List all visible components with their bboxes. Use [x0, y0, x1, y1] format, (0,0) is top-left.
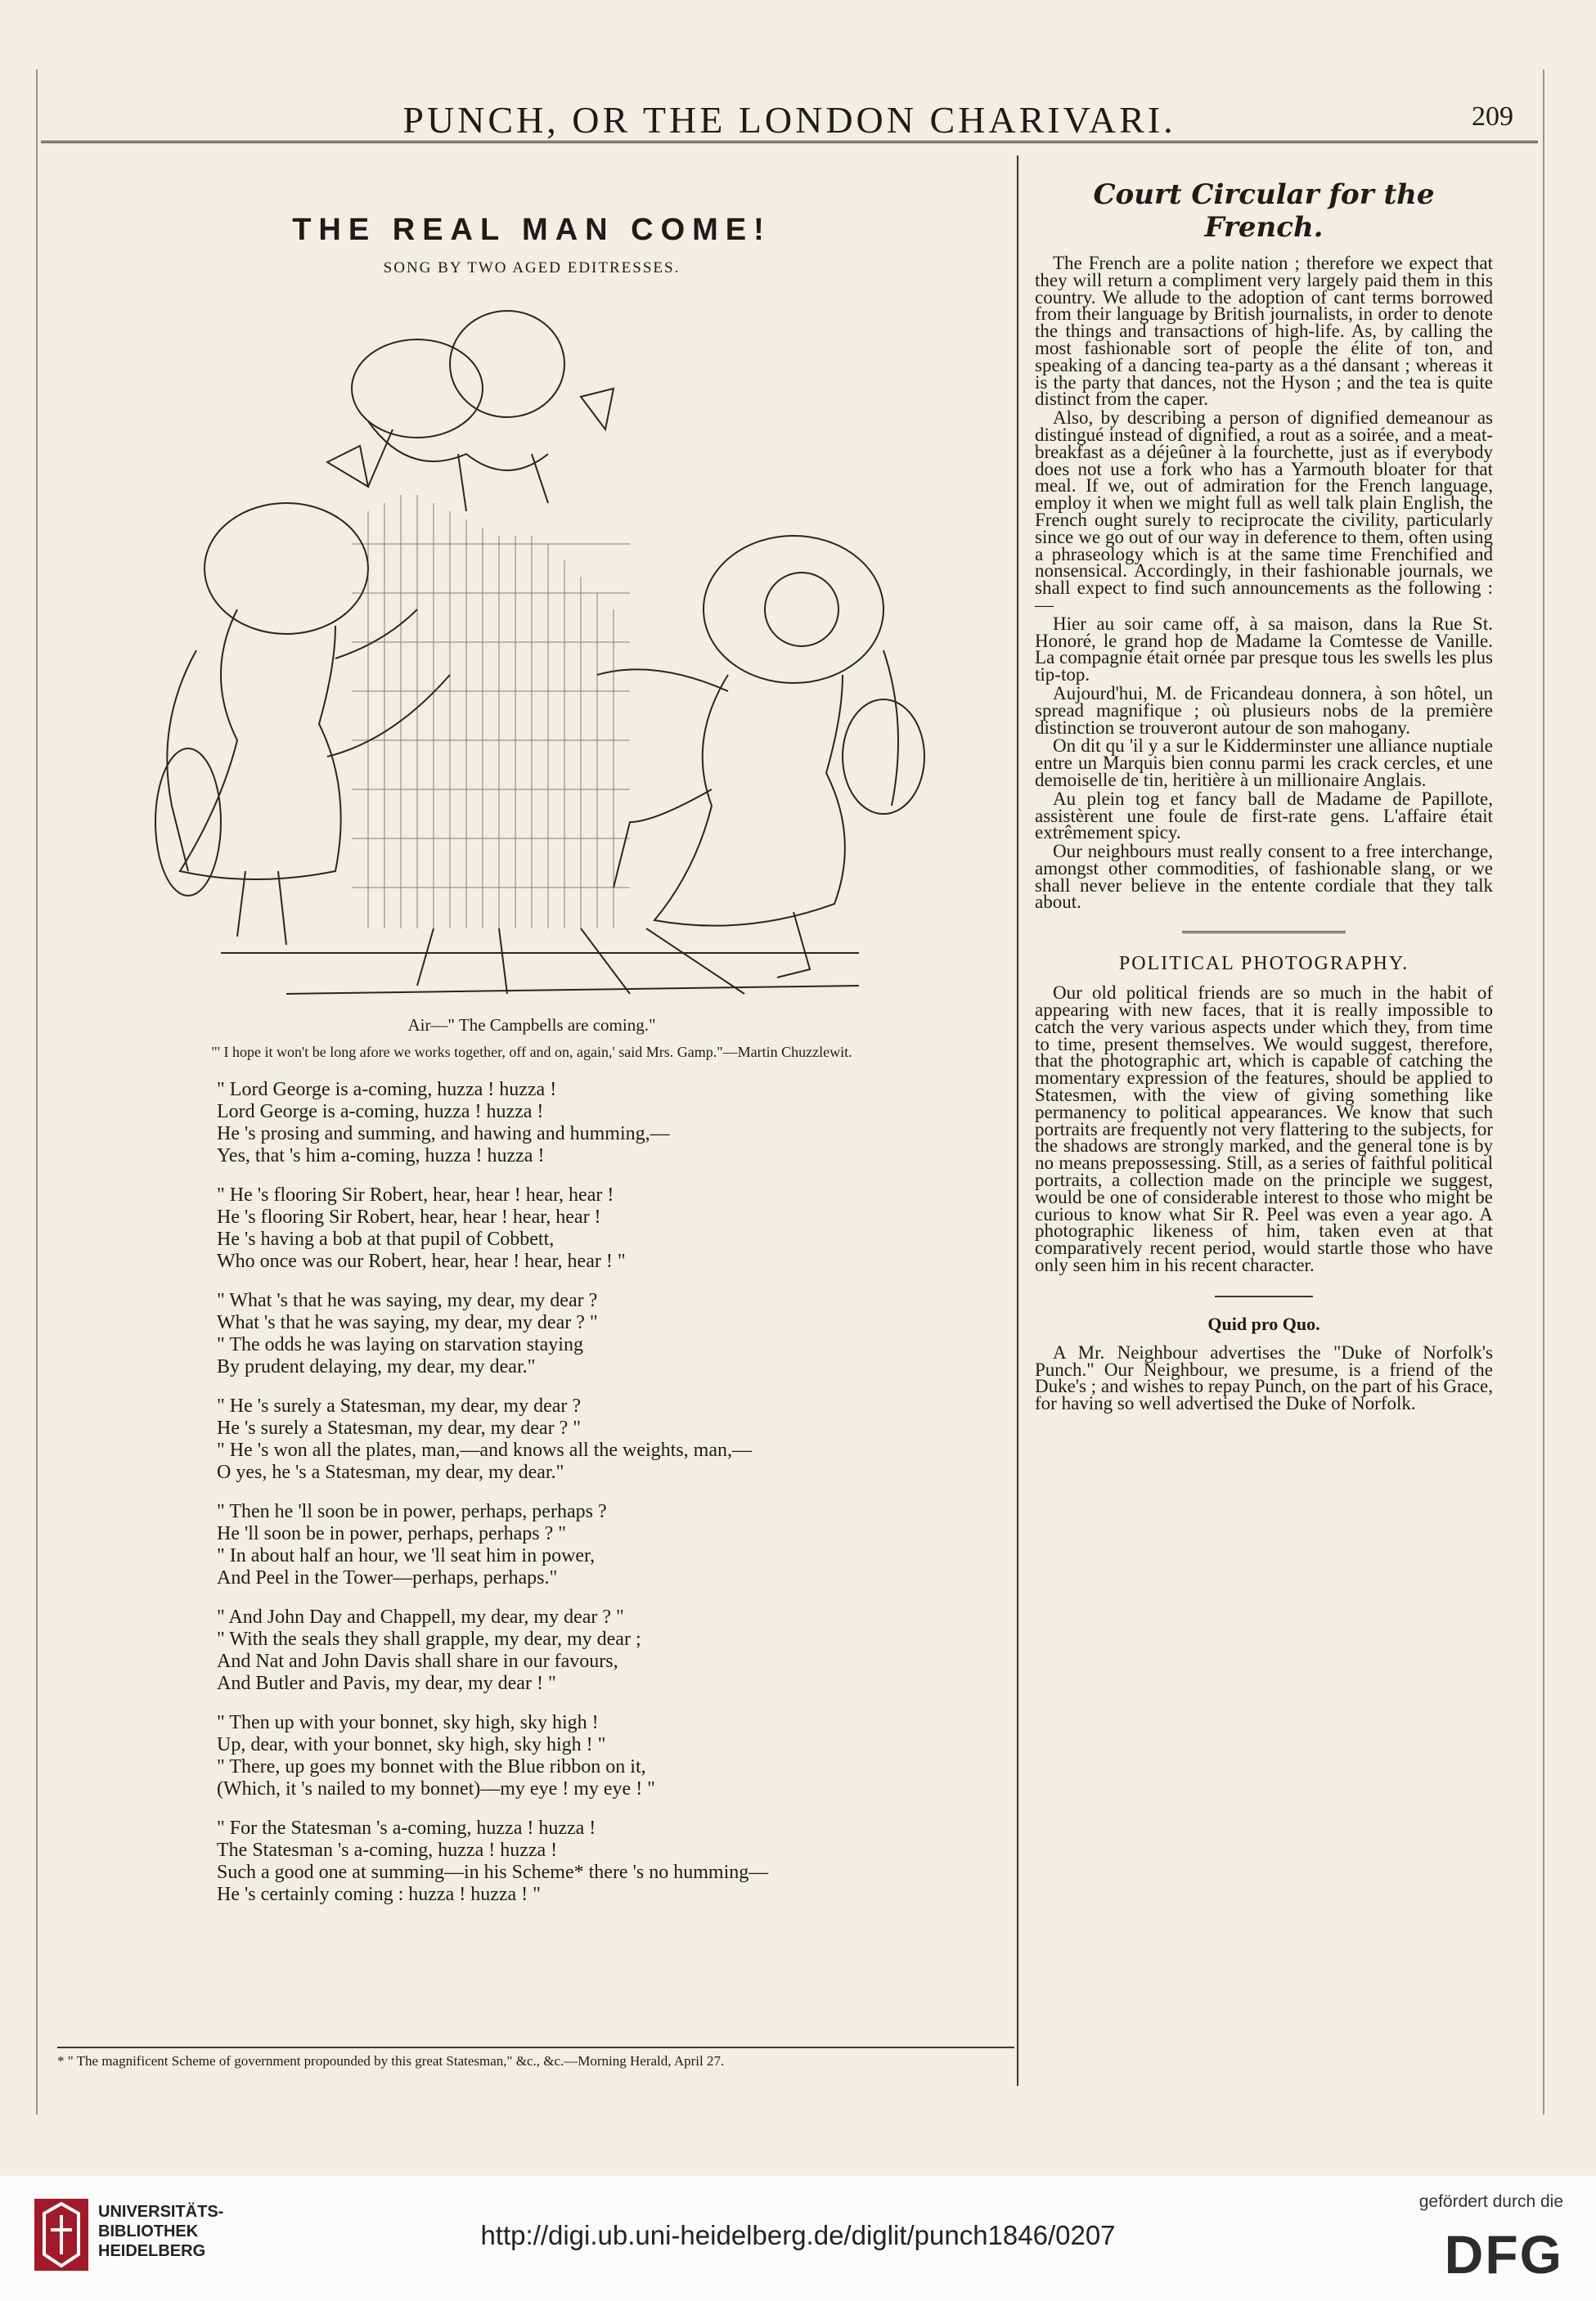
poem-line: Who once was our Robert, hear, hear ! hear, hear ! ": [217, 1251, 626, 1272]
paragraph: Au plein tog et fancy ball de Madame de Papillote, assistèrent une foule de first-rate gens. L'affaire était extrêmement spicy.: [1035, 788, 1493, 843]
dfg-logo: DFG: [1444, 2224, 1563, 2285]
left-column: [57, 164, 1006, 1923]
page-number: 209: [1472, 101, 1513, 132]
permalink-url[interactable]: http://digi.ub.uni-heidelberg.de/diglit/punch1846/0207: [480, 2220, 1116, 2250]
flying-bonnets: [327, 311, 614, 511]
stanza: [217, 1607, 1006, 1695]
paragraph: Hier au soir came off, à sa maison, dans la Rue St. Honoré, le grand hop de Madame la Comtesse de Vanille. La compagnie était ornée par presque tous les swells les plus tip-top.: [1035, 613, 1493, 685]
article-title: THE REAL MAN COME!: [292, 213, 771, 247]
institution-line: UNIVERSITÄTS-: [98, 2203, 224, 2221]
paragraph: Our neighbours must really consent to a free interchange, amongst other commodities, of fashionable slang, or we shall never believe in the entente cordiale that they talk about.: [1035, 841, 1493, 913]
epigraph-quote: "' I hope it won't be long afore we works together, off and on, again,' said Mrs. Gamp."—Martin Chuzzlewit.: [211, 1044, 852, 1060]
poem-line: He 's certainly coming : huzza ! huzza ! ": [217, 1884, 541, 1905]
poem-line: " Then up with your bonnet, sky high, sky high !: [217, 1712, 599, 1733]
section-separator: [1182, 931, 1346, 933]
poem-line: Such a good one at summing—in his Scheme* there 's no humming—: [217, 1862, 769, 1883]
footnote: * " The magnificent Scheme of government propounded by this great Statesman," &c., &c.—Morning Herald, April 27.: [57, 2047, 1014, 2070]
right-column: [1035, 164, 1493, 1413]
political-photography-heading: POLITICAL PHOTOGRAPHY.: [1118, 953, 1409, 975]
paragraph: Our old political friends are so much in the habit of appearing with new faces, that it is really impossible to catch the very various aspects under which they, from time to time, present themselves. We would suggest, therefore, that the photographic art, which is capable of catching the momentary expression of the features, should be applied to Statesmen, with the view of giving something like permanency to political appearances. We know that such portraits are frequently not very flattering to the subjects, for the shadows are strongly marked, and the general tone is by no means prepossessing. Still, as a series of faithful political portraits, a collection made on the principle we suggest, would be one of considerable interest to those who might be curious to know what Sir R. Peel was even a year ago. A photographic likeness of him, taken even at that comparatively recent period, would startle those who have only seen him in his recent character.: [1035, 982, 1493, 1276]
stanza: [217, 1395, 1006, 1484]
poem-line: " The odds he was laying on starvation staying: [217, 1334, 583, 1355]
poem-line: Yes, that 's him a-coming, huzza ! huzza !: [217, 1145, 545, 1166]
digitization-footer: [0, 2176, 1596, 2301]
court-circular-body: [1035, 255, 1493, 911]
article-subtitle: SONG BY TWO AGED EDITRESSES.: [383, 259, 681, 276]
paragraph: Also, by describing a person of dignified demeanour as distingué instead of dignified, a rout as a soirée, and a meat-breakfast as a déjeûner à la fourchette, just as if everybody does not use a fork who has a Yarmouth bloater for that meal. If we, out of admiration for the French language, employ it when we might full as well talk plain English, the French ought surely to reciprocate the civility, particularly since we go out of our way in deference to them, often using a phraseology which is at the same time Frenchified and nonsensical. Accordingly, in their fashionable journals, we shall expect to find such announcements as the following :—: [1035, 407, 1493, 615]
stanza: [217, 1818, 1006, 1906]
stanza: [217, 1290, 1006, 1378]
poem-line: He 's prosing and summing, and hawing and humming,—: [217, 1123, 670, 1144]
poem-line: (Which, it 's nailed to my bonnet)—my eye ! my eye ! ": [217, 1778, 655, 1800]
poem-line: Up, dear, with your bonnet, sky high, sky high ! ": [217, 1734, 606, 1755]
poem-line: The Statesman 's a-coming, huzza ! huzza !: [217, 1840, 558, 1861]
poem-line: " Lord George is a-coming, huzza ! huzza !: [217, 1079, 557, 1100]
right-dancing-figure: [597, 536, 924, 977]
paragraph: The French are a polite nation ; therefore we expect that they will return a compliment very largely paid them in this country. We allude to the adoption of cant terms borrowed from their language by British journalists, in order to denote the things and transactions of high-life. As, by calling the most fashionable sort of people the élite of ton, and speaking of a dancing tea-party as a thé dansant ; whereas it is the party that dances, not the Hyson ; and the tea is quite distinct from the caper.: [1035, 253, 1493, 410]
poem-line: He 's flooring Sir Robert, hear, hear ! hear, hear !: [217, 1207, 601, 1228]
paragraph: On dit qu 'il y a sur le Kidderminster une alliance nuptiale entre un Marquis bien connu parmi les crack cercles, et une demoiselle de tin, heritière à un millionaire Anglais.: [1035, 735, 1493, 790]
poem-line: And Nat and John Davis shall share in our favours,: [217, 1651, 618, 1672]
poem-line: And Butler and Pavis, my dear, my dear ! ": [217, 1673, 556, 1694]
court-circular-heading: Court Circular for the French.: [1093, 178, 1435, 244]
poem-line: " He 's flooring Sir Robert, hear, hear ! hear, hear !: [217, 1184, 614, 1206]
institution-line: HEIDELBERG: [98, 2242, 206, 2260]
poem-line: " With the seals they shall grapple, my dear, my dear ;: [217, 1629, 641, 1650]
poem-line: He 's having a bob at that pupil of Cobbett,: [217, 1229, 555, 1250]
poem-line: " He 's surely a Statesman, my dear, my dear ?: [217, 1395, 582, 1417]
poem-line: " And John Day and Chappell, my dear, my dear ? ": [217, 1607, 624, 1628]
song-poem: [217, 1079, 1006, 1906]
cartoon-illustration: [123, 299, 941, 1010]
stanza: [217, 1184, 1006, 1273]
quid-pro-quo-heading: Quid pro Quo.: [1207, 1313, 1320, 1334]
paragraph: A Mr. Neighbour advertises the "Duke of Norfolk's Punch." Our Neighbour, we presume, is a friend of the Duke's ; and wishes to repay Punch, on the part of his Grace, for having so well advertised the Duke of Norfolk.: [1035, 1342, 1493, 1414]
poem-line: " In about half an hour, we 'll seat him in power,: [217, 1545, 596, 1566]
poem-line: Lord George is a-coming, huzza ! huzza !: [217, 1101, 544, 1122]
floor-lines: [221, 928, 859, 994]
poem-line: He 'll soon be in power, perhaps, perhaps ? ": [217, 1523, 567, 1544]
poem-line: O yes, he 's a Statesman, my dear, my dear.": [217, 1462, 564, 1483]
poem-line: What 's that he was saying, my dear, my dear ? ": [217, 1312, 598, 1333]
poem-line: " There, up goes my bonnet with the Blue ribbon on it,: [217, 1756, 646, 1777]
stanza: [217, 1712, 1006, 1800]
institution-line: BIBLIOTHEK: [98, 2222, 199, 2240]
section-rule: [1215, 1296, 1313, 1297]
poem-line: By prudent delaying, my dear, my dear.": [217, 1356, 536, 1377]
stanza: [217, 1079, 1006, 1167]
paragraph: Aujourd'hui, M. de Fricandeau donnera, à son hôtel, un spread magnifique ; où plusieurs nobs de la première distinction se trouveront autour de son mahogany.: [1035, 682, 1493, 738]
running-header: [41, 92, 1538, 143]
stanza: [217, 1501, 1006, 1589]
header-title: PUNCH, OR THE LONDON CHARIVARI.: [402, 99, 1176, 141]
poem-line: " For the Statesman 's a-coming, huzza ! huzza !: [217, 1818, 596, 1839]
sponsor-caption: gefördert durch die: [1418, 2192, 1563, 2211]
poem-line: " Then he 'll soon be in power, perhaps, perhaps ?: [217, 1501, 607, 1522]
background-hatching: [352, 495, 630, 928]
air-caption: Air—" The Campbells are coming.": [407, 1015, 656, 1035]
left-dancing-figure: [155, 503, 450, 945]
poem-line: He 's surely a Statesman, my dear, my dear ? ": [217, 1418, 582, 1439]
column-divider: [1017, 155, 1018, 2086]
poem-line: And Peel in the Tower—perhaps, perhaps.": [217, 1567, 558, 1589]
poem-line: " What 's that he was saying, my dear, my dear ?: [217, 1290, 598, 1311]
poem-line: " He 's won all the plates, man,—and knows all the weights, man,—: [217, 1440, 752, 1461]
